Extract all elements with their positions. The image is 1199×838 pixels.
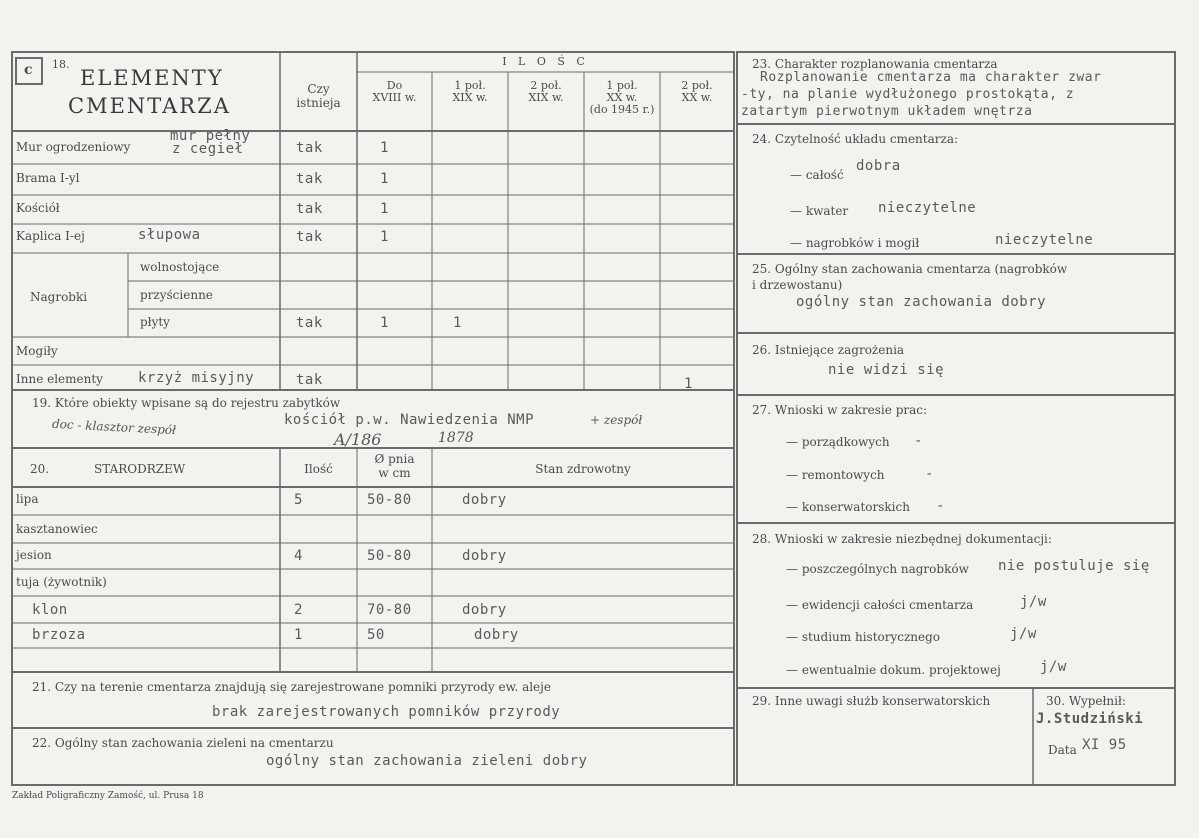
section-19-hand-add: + zespół [590,413,643,427]
corner-letter: c [24,62,33,78]
element-row-label: przyścienne [140,288,213,302]
col-exists-line1: Czy [307,82,330,96]
section-19-label: 19. Które obiekty wpisane są do rejestru zabytków [32,396,341,410]
element-row-2-pol-xx: 1 [684,376,693,392]
work-item-value: - [936,498,945,514]
element-row-exists: tak [296,229,323,245]
section-25-label-line1: 25. Ogólny stan zachowania cmentarza (nagrobków [752,262,1068,276]
element-row-1-pol-xix: 1 [453,315,462,331]
tree-name: jesion [16,548,52,562]
col-exists-header [282,82,355,110]
section-21-value: brak zarejestrowanych pomników przyrody [212,704,561,720]
tree-health: dobry [474,627,519,643]
element-row-label: płyty [140,315,170,329]
section-22-label: 22. Ogólny stan zachowania zieleni na cmentarzu [32,736,334,750]
tree-health: dobry [462,492,507,508]
period-header-line2: XVIII w. [372,91,417,104]
section-28-label: 28. Wnioski w zakresie niezbędnej dokumentacji: [752,532,1052,546]
work-item-value: - [925,466,934,482]
section-21-label: 21. Czy na terenie cmentarza znajdują się zarejestrowane pomniki przyrody ew. aleje [32,680,551,694]
doc-item-label: — ewentualnie dokum. projektowej [786,663,1001,677]
section-19-reg-year: 1878 [438,430,474,446]
section-30-date-label: Data [1048,743,1077,757]
tree-diameter: 50-80 [367,492,412,508]
section-18-number: 18. [52,58,70,71]
legibility-item-label: — kwater [790,204,849,218]
work-item-label: — porządkowych [786,435,890,449]
element-row-note: mur pełny [170,128,251,144]
element-row-exists: tak [296,372,323,388]
section-18-title-line2: CMENTARZA [68,94,231,118]
tree-count: 2 [294,602,303,618]
section-26-value: nie widzi się [828,362,945,378]
tree-health: dobry [462,602,507,618]
element-row-label: wolnostojące [140,260,220,274]
element-row-label: Mur ogrodzeniowy [16,140,131,154]
section-23-line3: zatartym pierwotnym układem wnętrza [741,104,1033,119]
section-23-line2: -ty, na planie wydłużonego prostokąta, z [741,87,1075,102]
section-25-value: ogólny stan zachowania dobry [796,294,1047,310]
element-row-note: krzyż misyjny [138,370,255,386]
section-30-date-value: XI 95 [1082,737,1127,753]
element-row-do-xviii: 1 [380,315,389,331]
tree-health: dobry [462,548,507,564]
section-19-hand-left: doc - klasztor zespół [51,416,177,438]
element-row-note2: z cegieł [172,141,244,157]
col-health-header: Stan zdrowotny [535,462,631,476]
tree-name: kasztanowiec [16,522,98,536]
period-header-line2: XIX w. [528,91,564,104]
period-header-line1: 1 poł. [606,79,638,92]
tree-count: 1 [294,627,303,643]
col-count-header: Ilość [304,462,333,476]
element-row-exists: tak [296,140,323,156]
work-item-label: — konserwatorskich [786,500,910,514]
period-header-line2: XX w. [606,91,638,104]
period-header-line1: 2 poł. [681,79,713,92]
element-row-label: Inne elementy [16,372,103,386]
tree-diameter: 50 [367,627,385,643]
col-diam-line2: w cm [378,466,411,480]
col-exists-line2: istnieja [296,96,341,110]
doc-item-label: — poszczególnych nagrobków [786,562,969,576]
tree-count: 4 [294,548,303,564]
period-header-line3: (do 1945 r.) [589,103,655,116]
doc-item-value: j/w [1020,594,1047,610]
period-header-line2: XX w. [681,91,713,104]
section-30-label: 30. Wypełnił: [1046,694,1126,708]
element-row-do-xviii: 1 [380,171,389,187]
element-row-exists: tak [296,171,323,187]
element-row-do-xviii: 1 [380,140,389,156]
section-20-title: STARODRZEW [94,462,186,476]
tree-name: lipa [16,492,39,506]
period-header [357,80,432,104]
section-30-name: J.Studziński [1036,711,1144,727]
tree-name: brzoza [32,627,86,643]
nagrobki-label: Nagrobki [30,290,88,304]
tree-count: 5 [294,492,303,508]
section-25-label-line2: i drzewostanu) [752,278,843,292]
tree-name: tuja (żywotnik) [16,575,107,589]
section-26-label: 26. Istniejące zagrożenia [752,343,905,357]
period-header-line1: 2 poł. [530,79,562,92]
legibility-item-value: nieczytelne [995,232,1094,248]
period-header-line2: XIX w. [452,91,488,104]
element-row-label: Kaplica I-ej [16,229,85,243]
section-24-label: 24. Czytelność układu cmentarza: [752,132,959,146]
period-header [660,80,734,104]
section-20-number: 20. [30,462,50,476]
tree-diameter: 50-80 [367,548,412,564]
element-row-label: Mogiły [16,344,58,358]
section-23-label: 23. Charakter rozplanowania cmentarza [752,57,998,71]
ilosc-header: I L O Ś C [502,55,589,68]
section-29-label: 29. Inne uwagi służb konserwatorskich [752,694,991,708]
col-diam-header [357,452,432,480]
section-18-title-line1: ELEMENTY [80,66,224,90]
legibility-item-label: — całość [790,168,844,182]
col-diam-line1: Ø pnia [374,452,415,466]
section-22-value: ogólny stan zachowania zieleni dobry [266,753,588,769]
legibility-item-value: nieczytelne [878,200,977,216]
tree-diameter: 70-80 [367,602,412,618]
element-row-exists: tak [296,201,323,217]
doc-item-label: — ewidencji całości cmentarza [786,598,974,612]
period-header-line1: Do [386,79,403,92]
element-row-do-xviii: 1 [380,229,389,245]
doc-item-value: j/w [1010,626,1037,642]
printer-footer: Zakład Poligraficzny Zamość, ul. Prusa 18 [12,791,204,801]
period-header [584,80,660,116]
element-row-note: słupowa [138,227,201,243]
section-19-typed: kościół p.w. Nawiedzenia NMP [284,412,535,428]
section-23-line1: Rozplanowanie cmentarza ma charakter zwar [760,70,1102,85]
section-19-reg-number: A/186 [334,430,382,449]
element-row-label: Brama I-yl [16,171,80,185]
element-row-do-xviii: 1 [380,201,389,217]
doc-item-value: nie postuluje się [998,558,1150,574]
period-header-line1: 1 poł. [454,79,486,92]
work-item-label: — remontowych [786,468,885,482]
legibility-item-value: dobra [856,158,901,174]
element-row-label: Kościół [16,201,60,215]
period-header [508,80,584,104]
period-header [432,80,508,104]
legibility-item-label: — nagrobków i mogił [790,236,920,250]
tree-name: klon [32,602,68,618]
element-row-exists: tak [296,315,323,331]
work-item-value: - [914,433,923,449]
doc-item-label: — studium historycznego [786,630,941,644]
section-27-label: 27. Wnioski w zakresie prac: [752,403,928,417]
doc-item-value: j/w [1040,659,1067,675]
